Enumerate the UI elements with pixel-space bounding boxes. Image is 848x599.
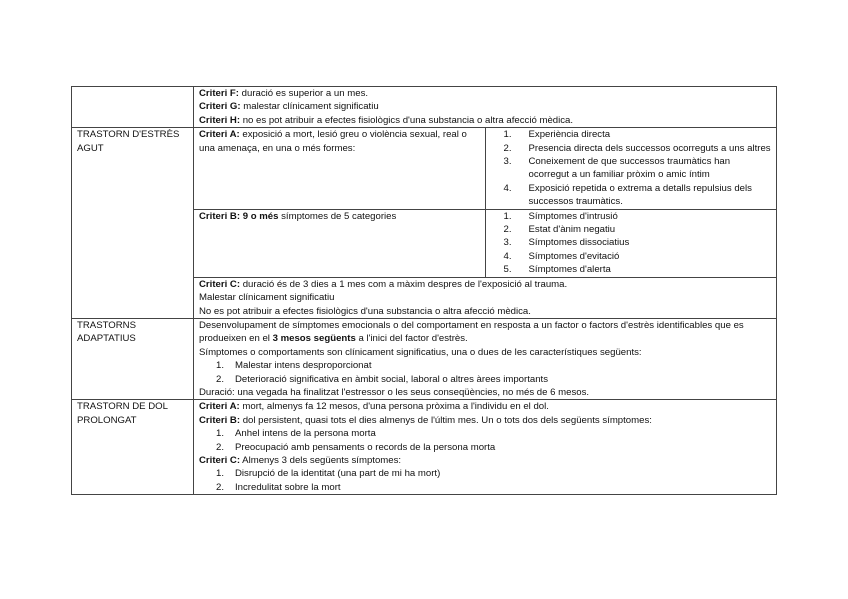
list-item: 1. Disrupció de la identitat (una part de mi ha mort): [216, 468, 441, 480]
dol-criterion-b: Criteri B: dol persistent, quasi tots el dies almenys de l'últim mes. Un o tots dos dels següents símptomes:: [199, 414, 652, 426]
list-item: 1. Malestar intens desproporcionat: [216, 360, 372, 372]
criterion-a-list: [491, 128, 773, 208]
dol-criterion-c-list: [199, 467, 772, 494]
criterion-g: Criteri G: malestar clínicament significatiu: [199, 101, 379, 113]
criterion-h: Criteri H: no es pot atribuir a efectes fisiològics d'una substancia o altra afecció mèdica.: [199, 114, 574, 126]
list-item: 2. Incredulitat sobre la mort: [216, 481, 341, 493]
criterion-c-line-2: Malestar clínicament significatiu: [199, 292, 335, 304]
dol-criterion-c: Criteri C: Almenys 3 dels següents símptomes:: [199, 454, 402, 466]
list-item: 2. Presencia directa dels successos ocorreguts a uns altres: [503, 142, 771, 154]
criterion-c-line-3: No es pot atribuir a efectes fisiològics d'una substancia o altra afecció mèdica.: [199, 305, 531, 317]
list-item: 5. Símptomes d'alerta: [503, 264, 611, 276]
row-label-adaptatius: TRASTORNS ADAPTATIUS: [72, 318, 194, 399]
criterion-b-list: [491, 210, 773, 277]
criteria-cell: [194, 87, 777, 128]
dol-criterion-b-list: [199, 427, 772, 454]
list-item: 4. Exposició repetida o extrema a detalls repulsius dels successos traumàtics.: [503, 182, 752, 208]
criterion-b-cell: Criteri B: 9 o més símptomes de 5 categories: [194, 209, 486, 277]
dol-criterion-a: Criteri A: mort, almenys fa 12 mesos, d'una persona pròxima a l'individu en el dol.: [199, 401, 549, 413]
adaptatius-paragraph-2: Símptomes o comportaments son clínicament significatius, una o dues de les característiques següents:: [199, 346, 642, 358]
table-row: [72, 400, 777, 495]
list-item: 1. Experiència directa: [503, 129, 611, 141]
adaptatius-paragraph-1: Desenvolupament de símptomes emocionals o del comportament en resposta a un factor o factors d'estrès identificables que es produeixen en el 3 mesos següents a l'inici del factor d'estrès.: [199, 319, 744, 345]
adaptatius-cell: [194, 318, 777, 399]
table-row: [72, 87, 777, 128]
empty-label-cell: [72, 87, 194, 128]
criterion-b-list-cell: [485, 209, 777, 277]
criterion-c: Criteri C: duració és de 3 dies a 1 mes com a màxim despres de l'exposició al trauma.: [199, 278, 568, 290]
list-item: 4. Símptomes d'evitació: [503, 250, 620, 262]
criteria-table: [71, 86, 777, 495]
list-item: 2. Deterioració significativa en àmbit social, laboral o altres àrees importants: [216, 373, 549, 385]
list-item: 3. Símptomes dissociatius: [503, 237, 630, 249]
list-item: 3. Coneixement de que successos traumàtics han ocorregut a un familiar pròxim o amic íntim: [503, 156, 731, 181]
table-row: [72, 128, 777, 209]
list-item: 1. Anhel intens de la persona morta: [216, 428, 376, 440]
row-label-dol-prolongat: TRASTORN DE DOL PROLONGAT: [72, 400, 194, 495]
adaptatius-duration: Duració: una vegada ha finalitzat l'estressor o les seus conseqüències, no més de 6 mesos.: [199, 386, 590, 398]
criterion-c-cell: [194, 277, 777, 318]
dol-cell: [194, 400, 777, 495]
criterion-a-list-cell: [485, 128, 777, 209]
list-item: 2. Estat d'ànim negatiu: [503, 224, 616, 236]
criterion-a-cell: Criteri A: exposició a mort, lesió greu o violència sexual, real o una amenaça, en una o més formes:: [194, 128, 486, 209]
row-label-estres-agut: TRASTORN D'ESTRÈS AGUT: [72, 128, 194, 319]
criterion-f: Criteri F: duració es superior a un mes.: [199, 88, 369, 99]
list-item: 2. Preocupació amb pensaments o records de la persona morta: [216, 441, 496, 453]
list-item: 1. Símptomes d'intrusió: [503, 210, 618, 222]
table-row: [72, 318, 777, 399]
adaptatius-list: [199, 359, 772, 386]
